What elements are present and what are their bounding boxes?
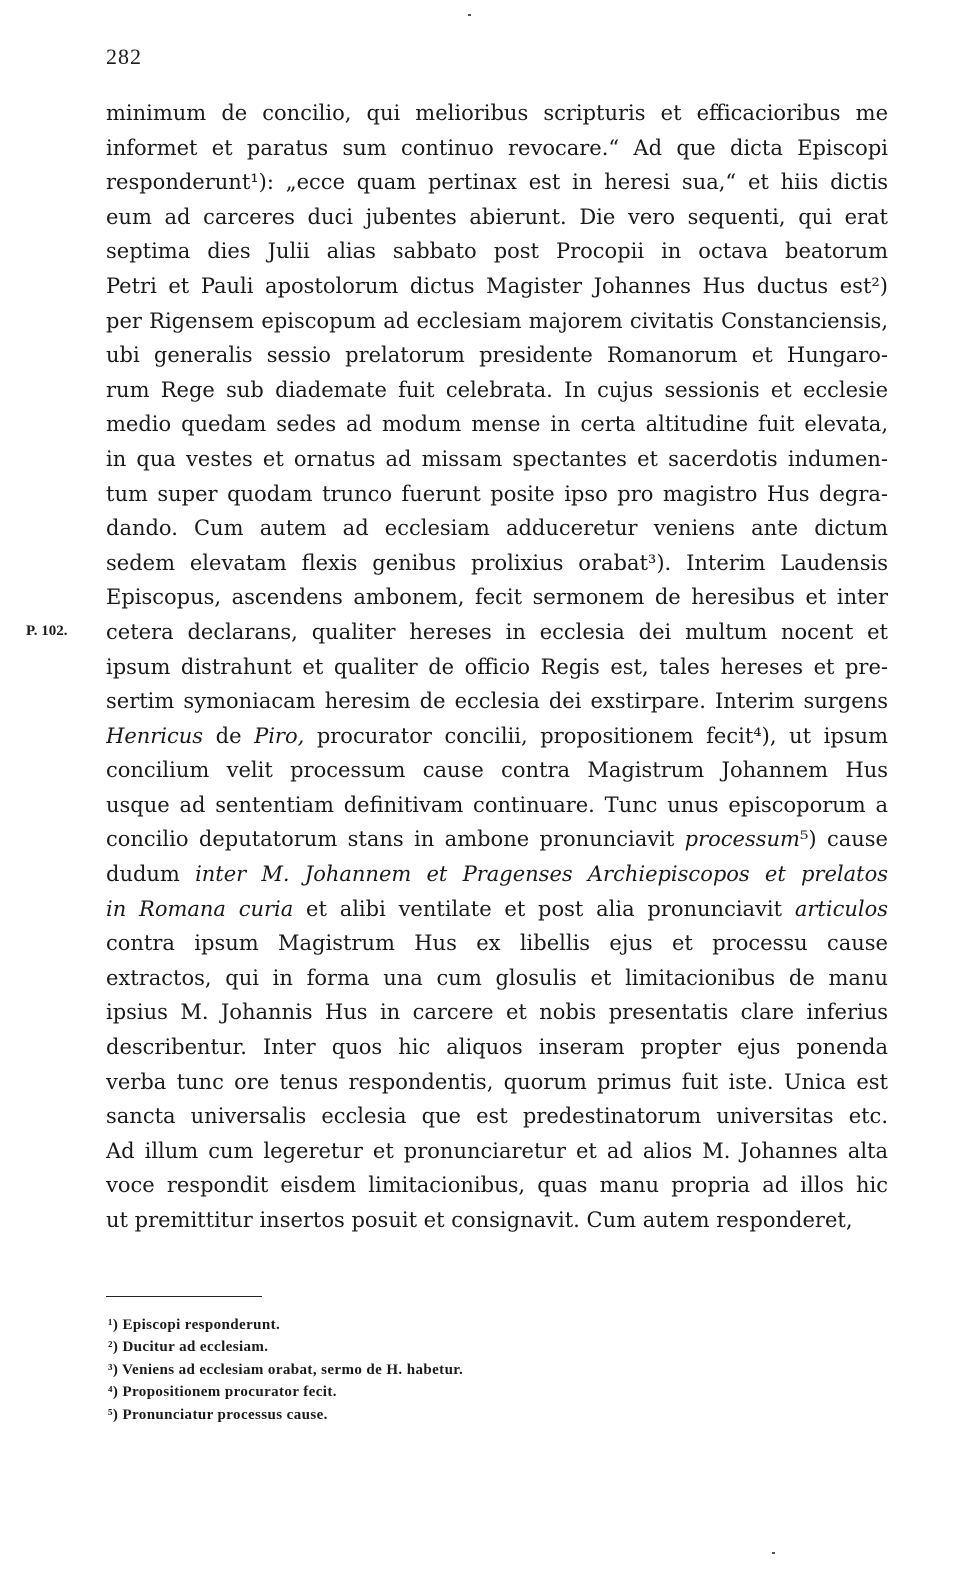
text-line: Henricus de Piro, procurator concilii, propositionem fecit⁴), ut ipsum bbox=[106, 723, 888, 748]
text-line: responderunt¹): „ecce quam pertinax est in heresi sua,“ et hiis dictis bbox=[106, 170, 888, 195]
text-line: Ad illum cum legeretur et pronunciaretur et ad alios M. Johannes alta bbox=[106, 1138, 888, 1163]
footnote: ²) Ducitur ad ecclesiam. bbox=[108, 1339, 269, 1356]
text-line: minimum de concilio, qui melioribus scripturis et efficacioribus me bbox=[106, 101, 888, 125]
text-line: sedem elevatam flexis genibus prolixius orabat³). Interim Laudensis bbox=[106, 550, 888, 575]
footnote: ¹) Episcopi responderunt. bbox=[108, 1317, 281, 1333]
page-number: 282 bbox=[106, 44, 142, 69]
text-line: ubi generalis sessio prelatorum presidente Romanorum et Hungaro- bbox=[106, 343, 888, 368]
text-line: concilio deputatorum stans in ambone pronunciavit processum⁵) cause bbox=[106, 827, 888, 852]
text-line: medio quedam sedes ad modum mense in certa altitudine fuit elevata, bbox=[106, 412, 888, 437]
text-line: dando. Cum autem ad ecclesiam adduceretur veniens ante dictum bbox=[106, 516, 888, 541]
text-line: concilium velit processum cause contra Magistrum Johannem Hus bbox=[106, 758, 888, 783]
footnote: ³) Veniens ad ecclesiam orabat, sermo de H. habetur. bbox=[108, 1361, 464, 1378]
text-line: extractos, qui in forma una cum glosulis et limitacionibus de manu bbox=[106, 965, 888, 990]
footnotes bbox=[108, 1314, 808, 1426]
text-line: Petri et Pauli apostolorum dictus Magister Johannes Hus ductus est²) bbox=[106, 273, 888, 298]
footnote-divider bbox=[106, 1296, 262, 1297]
text-line: verba tunc ore tenus respondentis, quorum primus fuit iste. Unica est bbox=[106, 1069, 888, 1094]
text-line: tum super quodam trunco fuerunt posite ipso pro magistro Hus degra- bbox=[106, 481, 888, 506]
margin-page-reference: P. 102. bbox=[26, 623, 68, 639]
text-line: in qua vestes et ornatus ad missam spectantes et sacerdotis indumen- bbox=[106, 446, 888, 471]
footnote: ⁴) Propositionem procurator fecit. bbox=[108, 1384, 337, 1401]
text-line: describentur. Inter quos hic aliquos inseram propter ejus ponenda bbox=[106, 1035, 888, 1060]
scan-speck bbox=[772, 1552, 775, 1554]
text-line: usque ad sententiam definitivam continuare. Tunc unus episcoporum a bbox=[106, 792, 888, 817]
text-line: ipsum distrahunt et qualiter de officio Regis est, tales hereses et pre- bbox=[106, 654, 888, 679]
text-line: rum Rege sub diademate fuit celebrata. In cujus sessionis et ecclesie bbox=[106, 377, 888, 402]
scan-speck bbox=[468, 14, 471, 16]
text-line: dudum inter M. Johannem et Pragenses Archiepiscopos et prelatos bbox=[106, 862, 888, 887]
text-line: voce respondit eisdem limitacionibus, quas manu propria ad illos hic bbox=[106, 1173, 888, 1198]
text-line: septima dies Julii alias sabbato post Procopii in octava beatorum bbox=[106, 239, 888, 264]
text-line: sertim symoniacam heresim de ecclesia dei exstirpare. Interim surgens bbox=[106, 689, 888, 714]
text-line: per Rigensem episcopum ad ecclesiam majorem civitatis Constanciensis, bbox=[106, 308, 888, 333]
text-line: ipsius M. Johannis Hus in carcere et nobis presentatis clare inferius bbox=[106, 1000, 888, 1025]
text-line: eum ad carceres duci jubentes abierunt. Die vero sequenti, qui erat bbox=[106, 204, 888, 229]
text-line: ut premittitur insertos posuit et consignavit. Cum autem responderet, bbox=[106, 1208, 853, 1232]
footnote: ⁵) Pronunciatur processus cause. bbox=[108, 1406, 328, 1423]
text-line: cetera declarans, qualiter hereses in ecclesia dei multum nocent et bbox=[106, 619, 888, 644]
text-line: Episcopus, ascendens ambonem, fecit sermonem de heresibus et inter bbox=[106, 585, 888, 610]
body-text bbox=[106, 96, 888, 1238]
text-line: in Romana curia et alibi ventilate et post alia pronunciavit articulos bbox=[106, 896, 888, 921]
text-line: contra ipsum Magistrum Hus ex libellis ejus et processu cause bbox=[106, 931, 888, 956]
text-line: informet et paratus sum continuo revocare.“ Ad que dicta Episcopi bbox=[106, 135, 888, 160]
text-line: sancta universalis ecclesia que est predestinatorum universitas etc. bbox=[106, 1104, 888, 1129]
